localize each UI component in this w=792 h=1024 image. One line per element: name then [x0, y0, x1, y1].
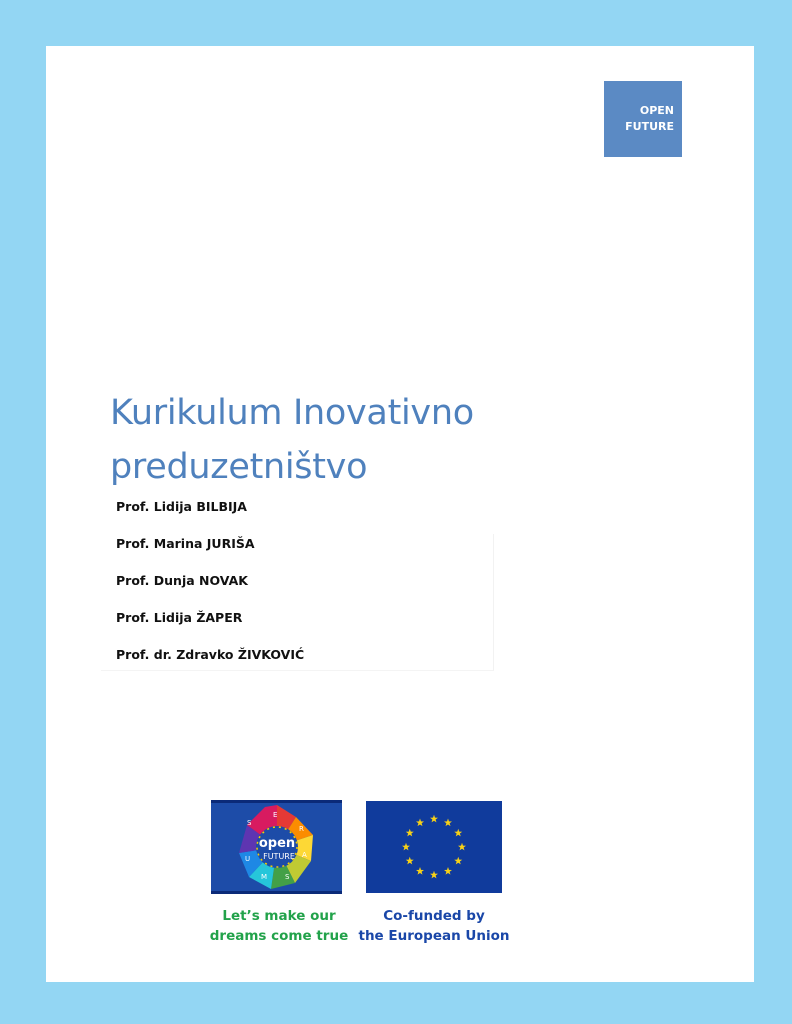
author-item: Prof. dr. Zdravko ŽIVKOVIĆ	[116, 647, 305, 662]
document-title	[110, 386, 474, 494]
slogan-line-2: dreams come true	[209, 928, 349, 944]
svg-text:FUTURE: FUTURE	[263, 852, 295, 861]
badge-line-2: FUTURE	[625, 120, 674, 133]
eu-flag-graphic	[366, 801, 502, 893]
eu-flag-icon	[366, 801, 502, 893]
document-page	[46, 46, 754, 982]
slogan-line-1: Let’s make our	[222, 908, 336, 924]
funding-line-2: the European Union	[358, 928, 510, 944]
svg-text:E: E	[273, 811, 278, 819]
svg-text:S: S	[285, 873, 290, 881]
svg-text:R: R	[299, 825, 304, 833]
svg-text:A: A	[302, 851, 307, 859]
author-item: Prof. Marina JURIŠA	[116, 536, 255, 551]
title-line-1: Kurikulum Inovativno	[110, 393, 474, 433]
author-item: Prof. Lidija BILBIJA	[116, 499, 247, 514]
title-line-2: preduzetništvo	[110, 447, 368, 487]
funding-line-1: Co-funded by	[383, 908, 485, 924]
badge-line-1: OPEN	[639, 104, 674, 117]
author-item: Prof. Dunja NOVAK	[116, 573, 248, 588]
eu-funding-caption	[352, 906, 516, 946]
erasmus-logo-graphic	[211, 803, 342, 891]
svg-text:M: M	[261, 873, 268, 881]
svg-text:S: S	[247, 819, 252, 827]
author-list	[116, 498, 304, 683]
erasmus-open-future-logo	[211, 800, 342, 894]
author-item: Prof. Lidija ŽAPER	[116, 610, 243, 625]
svg-text:U: U	[245, 855, 251, 863]
open-future-badge	[604, 81, 682, 157]
svg-text:open: open	[258, 836, 296, 851]
slogan-caption	[204, 906, 354, 946]
